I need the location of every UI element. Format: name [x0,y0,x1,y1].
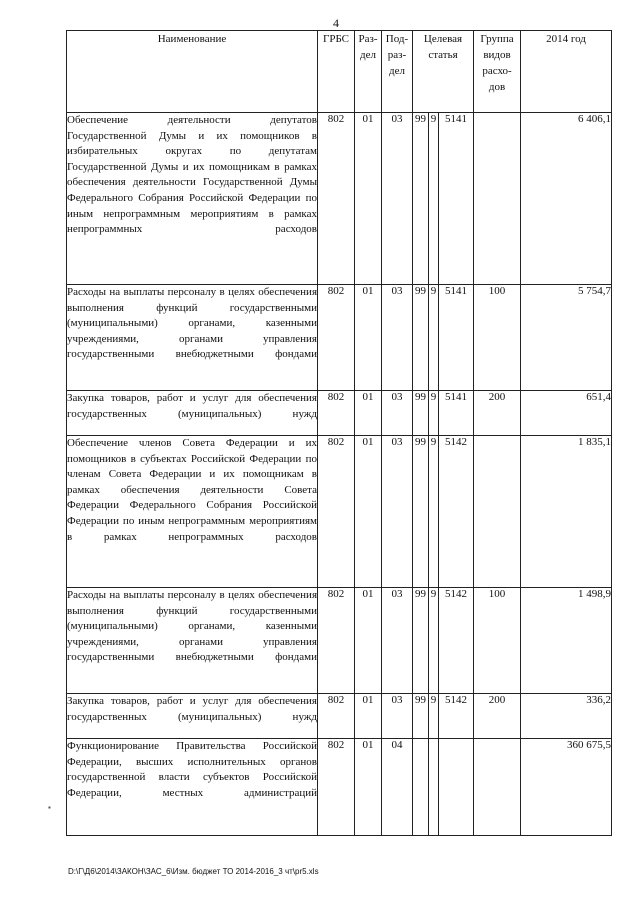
target-program-cell: 99 [413,391,429,436]
razdel-cell: 01 [355,588,382,694]
target-program-cell [413,739,429,836]
target-subprogram-cell [429,739,439,836]
target-subprogram-cell: 9 [429,113,439,285]
amount-cell: 336,2 [521,694,612,739]
amount-cell: 1 835,1 [521,436,612,588]
group-cell [474,436,521,588]
table-row [67,588,612,694]
name-cell: Расходы на выплаты персоналу в целях обеспечения выполнения функций государственными (муниципальными) органами, казенными учреждениями, органами управления государственными внебюджетными фондами [67,285,318,391]
grbs-cell: 802 [318,391,355,436]
target-code-cell: 5142 [439,588,474,694]
razdel-cell: 01 [355,436,382,588]
table-row [67,436,612,588]
target-program-cell: 99 [413,285,429,391]
razdel-cell: 01 [355,113,382,285]
target-subprogram-cell: 9 [429,436,439,588]
podrazdel-cell: 03 [382,391,413,436]
target-code-cell [439,739,474,836]
target-code-cell: 5141 [439,391,474,436]
group-cell [474,113,521,285]
name-cell: Обеспечение деятельности депутатов Государственной Думы и их помощников в избирательных округах по депутатам Государственной Думы и их помощникам в рамках обеспечения деятельности Государственной Думы Федерального Собрания Российской Федерации по иным непрограммным мероприятиям в рамках непрограммных расходов [67,113,318,285]
budget-table [66,30,612,836]
group-cell: 200 [474,694,521,739]
target-code-cell: 5142 [439,694,474,739]
razdel-cell: 01 [355,391,382,436]
table-row [67,739,612,836]
amount-cell: 360 675,5 [521,739,612,836]
target-program-cell: 99 [413,694,429,739]
grbs-cell: 802 [318,113,355,285]
amount-cell: 5 754,7 [521,285,612,391]
name-cell: Обеспечение членов Совета Федерации и их помощников в субъектах Российской Федерации по членам Совета Федерации и их помощникам в рамках обеспечения деятельности Совета Федерации Федерального Собрания Российской Федерации по иным непрограммным мероприятиям в рамках непрограммных расходов [67,436,318,588]
table-row [67,113,612,285]
amount-cell: 1 498,9 [521,588,612,694]
header-target: Целевая статья [413,31,474,113]
target-subprogram-cell: 9 [429,391,439,436]
name-cell: Функционирование Правительства Российской Федерации, высших исполнительных органов государственной власти субъектов Российской Федерации, местных администраций [67,739,318,836]
page-number: 4 [333,16,339,30]
file-path-footer: D:\Г\Д6\2014\ЗАКОН\ЗАС_6\Изм. бюджет ТО 2014-2016_3 чт\pr5.xls [68,867,319,876]
podrazdel-cell: 03 [382,694,413,739]
target-code-cell: 5141 [439,285,474,391]
razdel-cell: 01 [355,739,382,836]
podrazdel-cell: 04 [382,739,413,836]
target-subprogram-cell: 9 [429,588,439,694]
name-cell: Закупка товаров, работ и услуг для обеспечения государственных (муниципальных) нужд [67,694,318,739]
header-group: Группа видов расхо- дов [474,31,521,113]
header-row [67,31,612,113]
name-cell: Расходы на выплаты персоналу в целях обеспечения выполнения функций государственными (муниципальными) органами, казенными учреждениями, органами управления государственными внебюджетными фондами [67,588,318,694]
target-code-cell: 5142 [439,436,474,588]
table-row [67,694,612,739]
header-name: Наименование [67,31,318,113]
amount-cell: 651,4 [521,391,612,436]
group-cell [474,739,521,836]
target-subprogram-cell: 9 [429,285,439,391]
target-program-cell: 99 [413,588,429,694]
target-subprogram-cell: 9 [429,694,439,739]
podrazdel-cell: 03 [382,588,413,694]
podrazdel-cell: 03 [382,113,413,285]
razdel-cell: 01 [355,694,382,739]
amount-cell: 6 406,1 [521,113,612,285]
podrazdel-cell: 03 [382,436,413,588]
name-cell: Закупка товаров, работ и услуг для обеспечения государственных (муниципальных) нужд [67,391,318,436]
grbs-cell: 802 [318,285,355,391]
margin-mark: ▪ [48,803,51,812]
target-program-cell: 99 [413,436,429,588]
target-program-cell: 99 [413,113,429,285]
grbs-cell: 802 [318,588,355,694]
header-year: 2014 год [521,31,612,113]
header-razdel: Раз- дел [355,31,382,113]
header-grbs: ГРБС [318,31,355,113]
table-row [67,285,612,391]
podrazdel-cell: 03 [382,285,413,391]
target-code-cell: 5141 [439,113,474,285]
table-body [67,113,612,836]
group-cell: 200 [474,391,521,436]
header-podrazdel: Под- раз- дел [382,31,413,113]
grbs-cell: 802 [318,739,355,836]
group-cell: 100 [474,285,521,391]
grbs-cell: 802 [318,694,355,739]
razdel-cell: 01 [355,285,382,391]
grbs-cell: 802 [318,436,355,588]
table-row [67,391,612,436]
group-cell: 100 [474,588,521,694]
